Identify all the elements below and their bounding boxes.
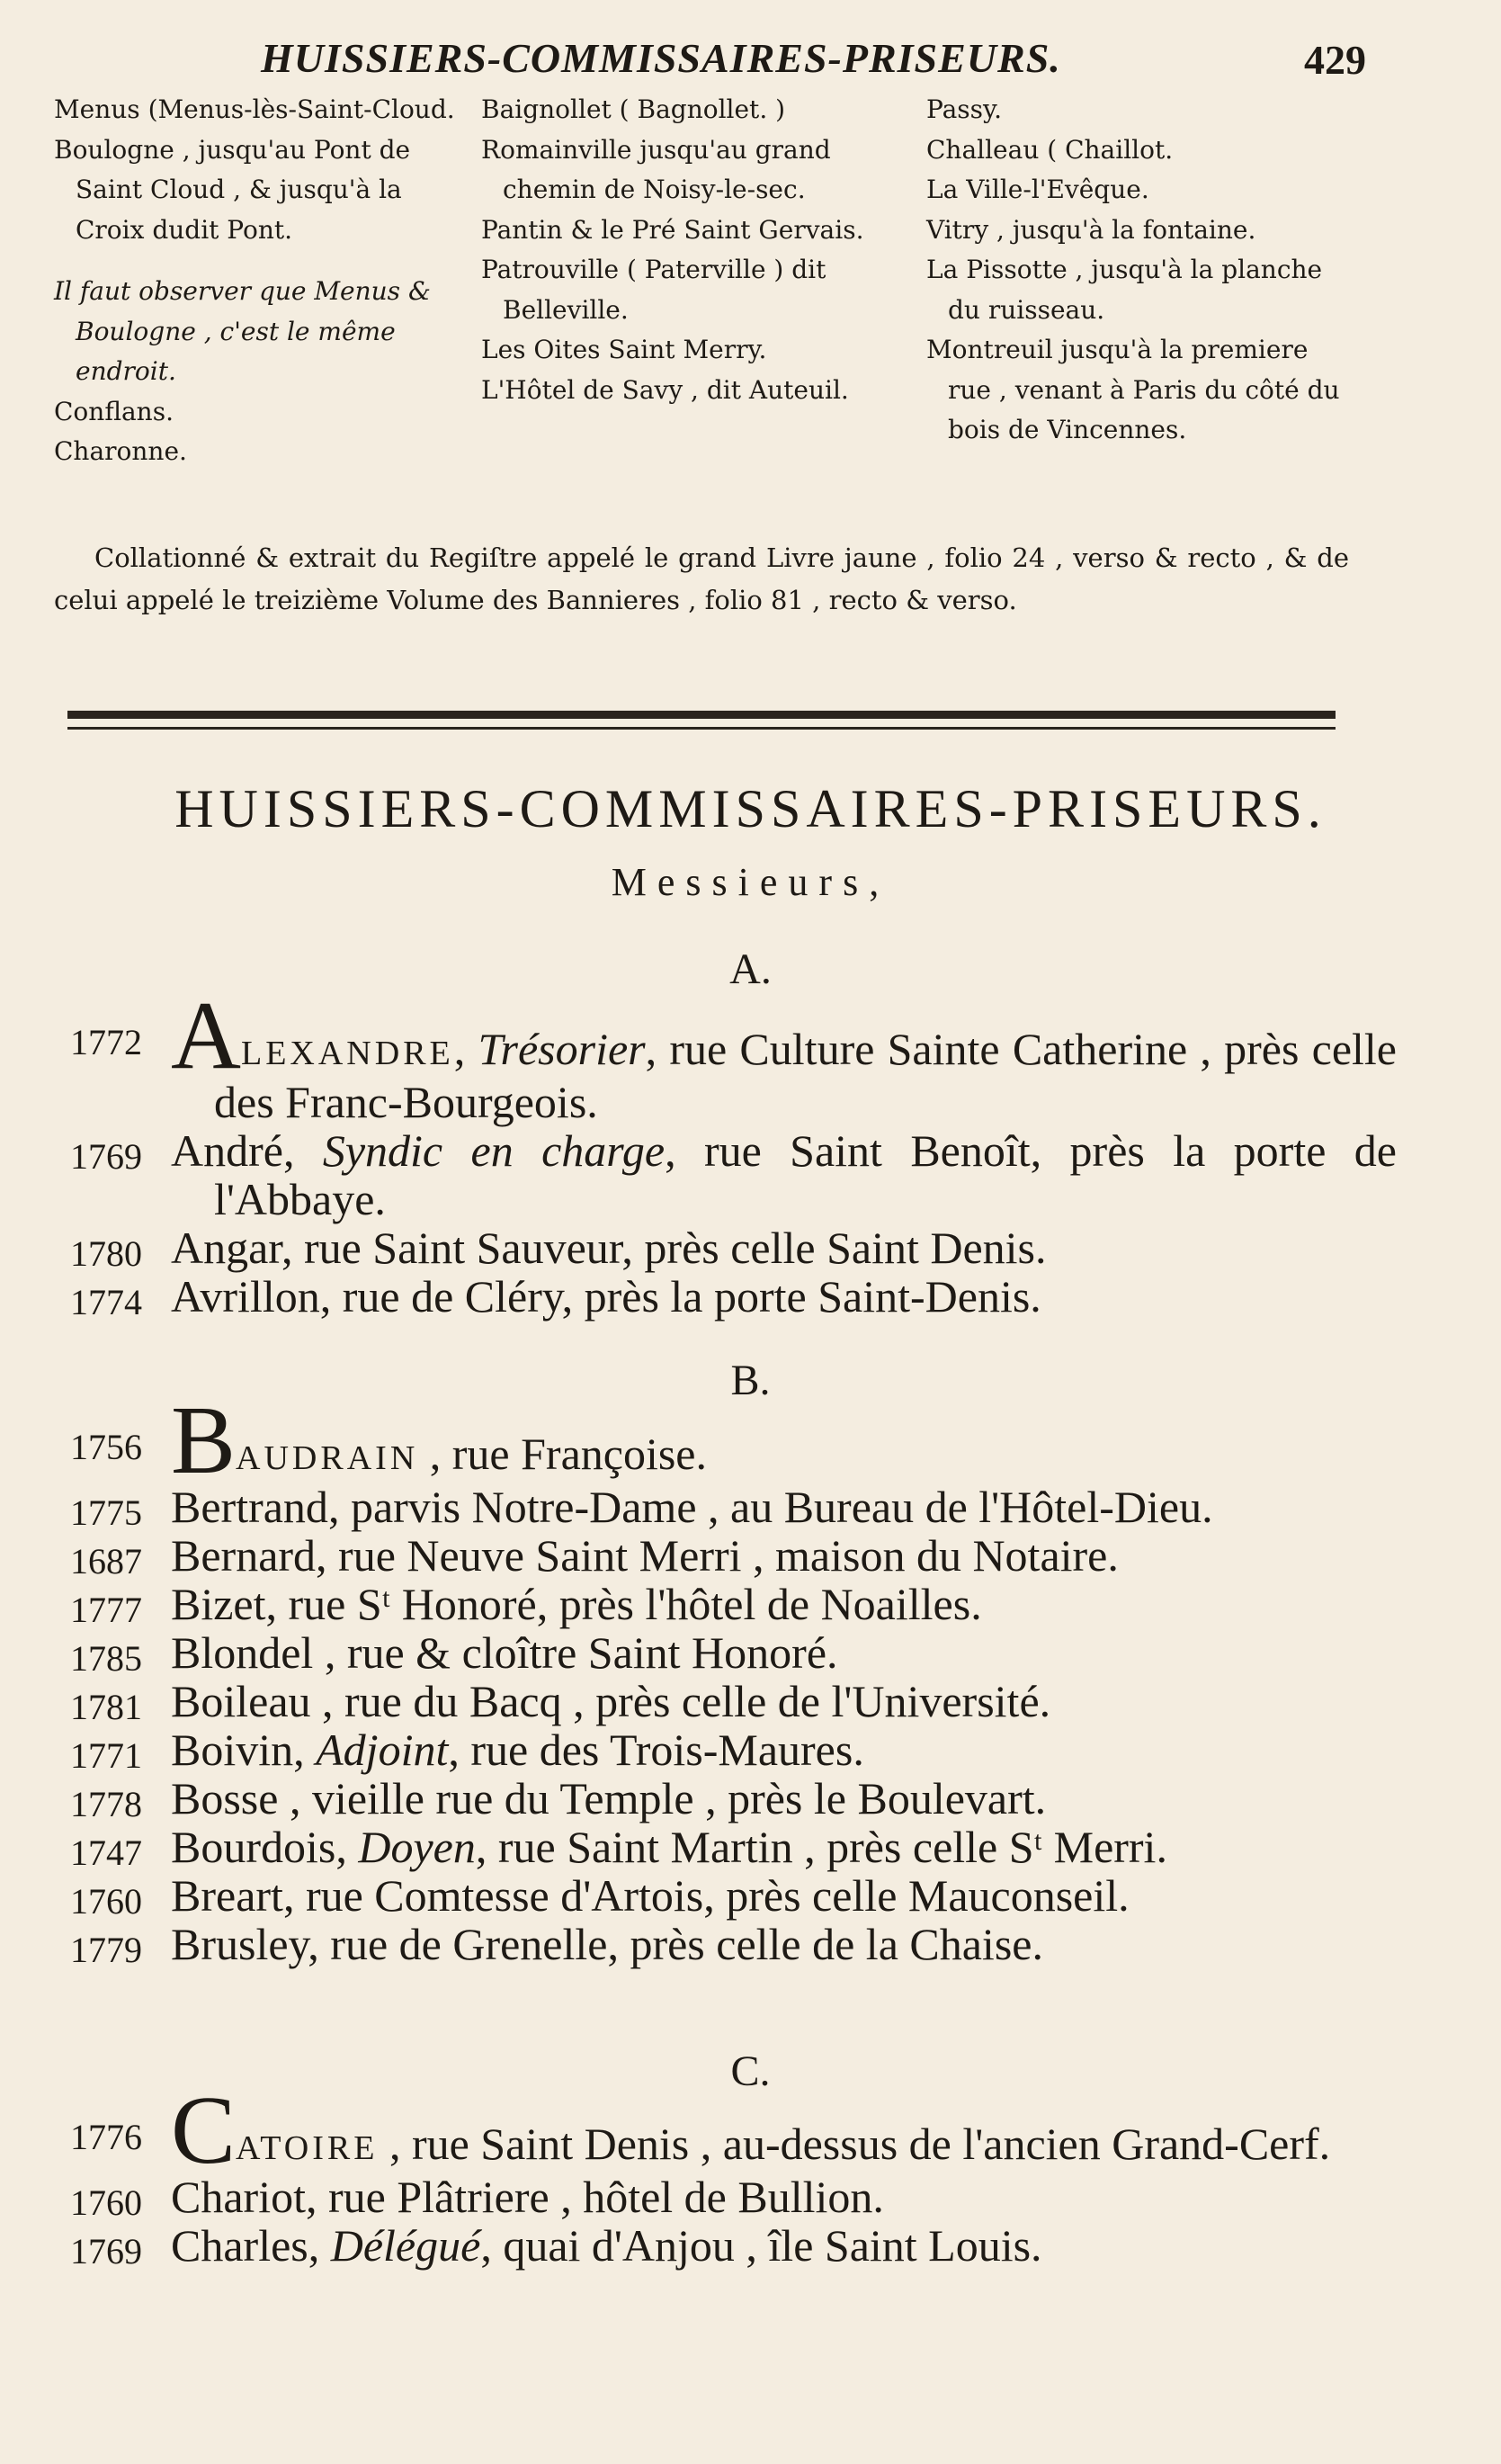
register-entry xyxy=(0,1580,1501,1628)
entry-year: 1785 xyxy=(70,1638,142,1679)
drop-cap: A xyxy=(171,982,241,1089)
entry-role: Doyen xyxy=(358,1822,476,1872)
register-entry xyxy=(0,982,1501,1127)
letter-heading-c: C. xyxy=(730,2047,771,2095)
register-entry xyxy=(0,1126,1501,1223)
entry-address: , rue Plâtriere , hôtel de Bullion. xyxy=(305,2172,884,2222)
entry-year: 1747 xyxy=(70,1832,142,1873)
place-entry: Baignollet ( Bagnollet. ) xyxy=(481,94,786,124)
entry-address: , rue & cloître Saint Honoré. xyxy=(313,1627,838,1678)
drop-cap: B xyxy=(171,1387,237,1494)
entry-name: LEXANDRE xyxy=(241,1035,454,1072)
entry-name: Breart xyxy=(171,1870,283,1921)
place-entry: La Pissotte , jusqu'à la planche du ruisseau. xyxy=(926,255,1323,325)
entry-text: Boivin, Adjoint, rue des Trois-Maures. xyxy=(171,1725,864,1775)
register-entry xyxy=(0,1628,1501,1677)
entry-name: André xyxy=(171,1125,283,1176)
entry-text xyxy=(171,2077,1397,2184)
register-entry xyxy=(0,1531,1501,1580)
register-entry xyxy=(0,1920,1501,1968)
register-entry xyxy=(0,1677,1501,1725)
entry-address: , rue Sᵗ Honoré, près l'hôtel de Noailles. xyxy=(265,1579,982,1629)
entry-year: 1760 xyxy=(70,1881,142,1922)
entry-address: , rue Neuve Saint Merri , maison du Notaire. xyxy=(316,1530,1119,1581)
entry-text: Charles, Délégué, quai d'Anjou , île Saint Louis. xyxy=(171,2220,1042,2271)
entry-address: , rue Françoise. xyxy=(418,1429,707,1479)
entry-year: 1779 xyxy=(70,1930,142,1970)
entry-name: Boivin xyxy=(171,1725,294,1775)
entry-name: Bertrand xyxy=(171,1482,328,1532)
place-column-3 xyxy=(926,90,1349,451)
register-entry xyxy=(0,1223,1501,1272)
entry-name: Bosse xyxy=(171,1773,279,1823)
entry-text xyxy=(171,1580,1397,1628)
entry-role: Délégué xyxy=(330,2220,481,2271)
register-entry xyxy=(0,2077,1501,2184)
place-entry: Charonne. xyxy=(54,436,187,466)
divider-rule xyxy=(67,727,1336,730)
place-entry: Boulogne , jusqu'au Pont de Saint Cloud , & jusqu'à la Croix dudit Pont. xyxy=(54,134,411,245)
register-entry xyxy=(0,2221,1501,2270)
entry-year: 1760 xyxy=(70,2182,142,2223)
section-title: HUISSIERS-COMMISSAIRES-PRISEURS. xyxy=(174,779,1327,838)
place-entry: Romainville jusqu'au grand chemin de Noisy-le-sec. xyxy=(481,134,831,204)
entry-year: 1775 xyxy=(70,1492,142,1533)
entry-year: 1771 xyxy=(70,1735,142,1776)
place-columns xyxy=(54,90,1349,531)
entry-name: AUDRAIN xyxy=(236,1439,419,1477)
place-entry: Montreuil jusqu'à la premiere rue , venant à Paris du côté du bois de Vincennes. xyxy=(926,335,1340,444)
entry-year: 1776 xyxy=(70,2117,142,2157)
entry-year: 1769 xyxy=(70,1136,142,1177)
place-entry: Patrouville ( Paterville ) dit Belleville. xyxy=(481,255,826,325)
entry-text xyxy=(171,1483,1397,1531)
entry-address: , rue Saint Denis , au-dessus de l'ancien Grand-Cerf. xyxy=(378,2119,1331,2169)
entry-name: Bernard xyxy=(171,1530,317,1581)
entry-name: Avrillon xyxy=(171,1271,320,1322)
entry-address: , rue Culture Sainte Catherine , près celle des Franc-Bourgeois. xyxy=(214,1024,1397,1127)
entry-name: Charles xyxy=(171,2220,308,2271)
entry-address: , rue Saint Martin , près celle Sᵗ Merri. xyxy=(475,1822,1167,1872)
register-entry xyxy=(0,1871,1501,1920)
drop-cap: C xyxy=(171,2077,237,2184)
entry-year: 1777 xyxy=(70,1590,142,1630)
register-entry xyxy=(0,1774,1501,1823)
entry-address: , rue du Bacq , près celle de l'Université. xyxy=(310,1676,1051,1726)
entry-text xyxy=(171,2173,1397,2221)
page-number: 429 xyxy=(1304,37,1366,83)
place-entry: L'Hôtel de Savy , dit Auteuil. xyxy=(481,374,849,405)
register-entry xyxy=(0,1387,1501,1494)
register-entry xyxy=(0,2173,1501,2221)
entry-text: Bourdois, Doyen, rue Saint Martin , près celle Sᵗ Merri. xyxy=(171,1822,1167,1872)
letter-heading-b: B. xyxy=(730,1357,771,1404)
entry-address: , rue des Trois-Maures. xyxy=(448,1725,864,1775)
entry-address: , rue Saint Benoît, près la porte de l'Abbaye. xyxy=(214,1125,1397,1224)
place-entry: Challeau ( Chaillot. xyxy=(926,134,1174,165)
entry-year: 1781 xyxy=(70,1687,142,1727)
entry-text xyxy=(171,1531,1397,1580)
entry-year: 1687 xyxy=(70,1541,142,1581)
entry-address: , quai d'Anjou , île Saint Louis. xyxy=(480,2220,1042,2271)
entry-text xyxy=(171,1871,1397,1920)
place-column-1 xyxy=(54,90,459,472)
entry-address: , rue Saint Sauveur, près celle Saint Denis. xyxy=(281,1223,1047,1273)
place-entry: Passy. xyxy=(926,94,1003,124)
collation-note: Collationné & extrait du Regiſtre appelé le grand Livre jaune , folio 24 , verso & recto , & de celui appelé le treizième Volume des Bannieres , folio 81 , recto & verso. xyxy=(54,542,1349,615)
entry-text xyxy=(171,1272,1397,1321)
register-list-a xyxy=(0,982,1501,1322)
entry-role: Adjoint xyxy=(316,1725,449,1775)
place-entry: Menus (Menus-lès-Saint-Cloud. xyxy=(54,94,455,124)
running-head xyxy=(0,34,1501,88)
entry-name: Bizet xyxy=(171,1579,266,1629)
entry-name: Bourdois xyxy=(171,1822,336,1872)
entry-text xyxy=(171,1920,1397,1968)
entry-name: Blondel xyxy=(171,1627,314,1678)
entry-address: , parvis Notre-Dame , au Bureau de l'Hôtel-Dieu. xyxy=(327,1482,1213,1532)
entry-address: , rue de Grenelle, près celle de la Chaise. xyxy=(308,1919,1043,1969)
register-entry xyxy=(0,1725,1501,1774)
place-entry: Conflans. xyxy=(54,396,174,426)
entry-address: , rue de Cléry, près la porte Saint-Denis. xyxy=(319,1271,1041,1322)
entry-role: Trésorier xyxy=(478,1024,646,1074)
entry-address: , rue Comtesse d'Artois, près celle Mauconseil. xyxy=(282,1870,1130,1921)
running-head-title: HUISSIERS-COMMISSAIRES-PRISEURS. xyxy=(261,35,1061,81)
entry-name: Angar xyxy=(171,1223,281,1273)
section-subtitle: Messieurs, xyxy=(611,860,890,904)
entry-text xyxy=(171,1387,1397,1494)
entry-year: 1778 xyxy=(70,1784,142,1824)
letter-heading-a: A. xyxy=(729,945,772,993)
place-entry: Vitry , jusqu'à la fontaine. xyxy=(926,214,1256,245)
entry-text: André, Syndic en charge, rue Saint Benoît, près la porte de l'Abbaye. xyxy=(171,1125,1397,1224)
entry-year: 1774 xyxy=(70,1282,142,1322)
entry-name: Boileau xyxy=(171,1676,311,1726)
entry-year: 1772 xyxy=(70,1022,142,1062)
entry-text xyxy=(171,1677,1397,1725)
entry-year: 1780 xyxy=(70,1233,142,1274)
place-entry: Pantin & le Pré Saint Gervais. xyxy=(481,214,864,245)
register-list-b xyxy=(0,1387,1501,1970)
entry-year: 1769 xyxy=(70,2231,142,2271)
entry-text: ALEXANDRE, Trésorier, rue Culture Sainte Catherine , près celle des Franc-Bourgeois. xyxy=(171,982,1397,1127)
entry-name: Brusley xyxy=(171,1919,308,1969)
register-list-c xyxy=(0,2077,1501,2271)
place-entry: La Ville-l'Evêque. xyxy=(926,175,1149,204)
entry-year: 1756 xyxy=(70,1427,142,1467)
entry-role: Syndic en charge xyxy=(322,1125,666,1176)
entry-text xyxy=(171,1628,1397,1677)
entry-name: Chariot xyxy=(171,2172,306,2222)
register-entry xyxy=(0,1483,1501,1531)
entry-address: , vieille rue du Temple , près le Boulevart. xyxy=(278,1773,1047,1823)
entry-text xyxy=(171,1223,1397,1272)
place-column-2 xyxy=(481,90,904,410)
place-entry: Les Oites Saint Merry. xyxy=(481,335,767,364)
ornamental-rule xyxy=(67,711,1336,719)
register-entry xyxy=(0,1823,1501,1871)
place-note: Il faut observer que Menus & Boulogne , c'est le même endroit. xyxy=(54,276,431,386)
entry-name: ATOIRE xyxy=(236,2129,379,2167)
entry-text xyxy=(171,1774,1397,1823)
register-entry xyxy=(0,1272,1501,1321)
